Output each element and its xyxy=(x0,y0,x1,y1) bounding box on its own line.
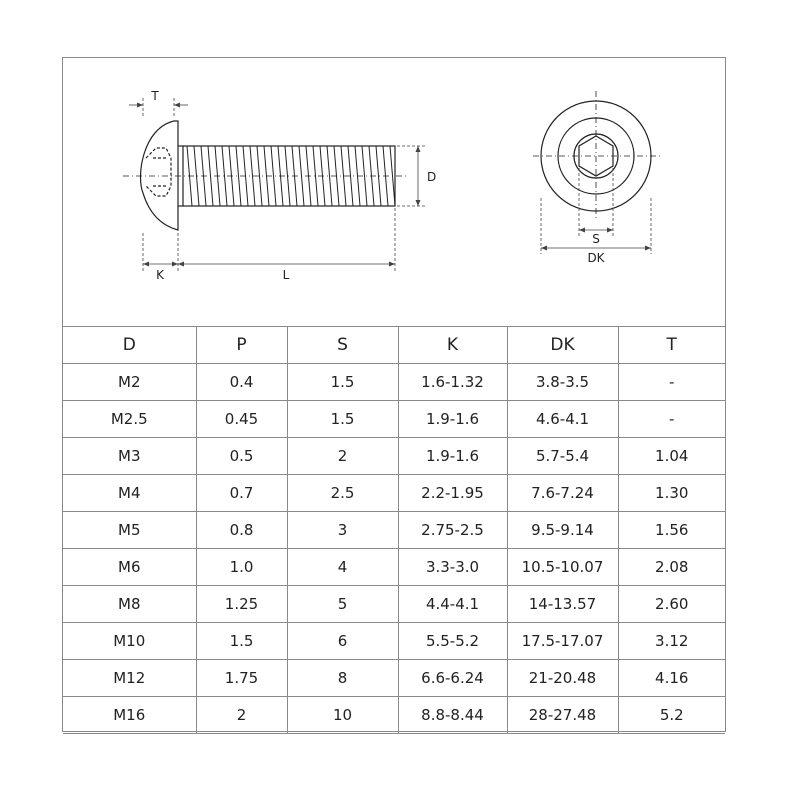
table-cell: 2.60 xyxy=(618,586,725,623)
table-header-row xyxy=(63,327,725,364)
table-cell: 1.30 xyxy=(618,475,725,512)
header-d: D xyxy=(63,327,196,364)
table-cell: M12 xyxy=(63,660,196,697)
table-row xyxy=(63,475,725,512)
header-t: T xyxy=(618,327,725,364)
table-row xyxy=(63,438,725,475)
table-cell: 0.5 xyxy=(196,438,287,475)
header-k: K xyxy=(398,327,507,364)
table-body xyxy=(63,364,725,734)
header-p: P xyxy=(196,327,287,364)
dimension-table xyxy=(63,326,725,734)
top-view xyxy=(533,91,663,221)
table-cell: 2.5 xyxy=(287,475,398,512)
table-cell: 8.8-8.44 xyxy=(398,697,507,734)
dim-label-s: S xyxy=(592,232,600,246)
spec-frame xyxy=(62,57,726,732)
table-cell: 0.45 xyxy=(196,401,287,438)
table-cell: 5.5-5.2 xyxy=(398,623,507,660)
table-row xyxy=(63,697,725,734)
table-cell: 10.5-10.07 xyxy=(507,549,618,586)
thread-line xyxy=(313,146,318,206)
thread-line xyxy=(222,146,227,206)
header-dk: DK xyxy=(507,327,618,364)
table-cell: 1.5 xyxy=(196,623,287,660)
dim-label-dk: DK xyxy=(587,251,605,265)
table-cell: 4 xyxy=(287,549,398,586)
table-cell: 4.6-4.1 xyxy=(507,401,618,438)
table-cell: 1.5 xyxy=(287,364,398,401)
table-cell: 5.7-5.4 xyxy=(507,438,618,475)
table-cell: 6.6-6.24 xyxy=(398,660,507,697)
table-cell: 2.2-1.95 xyxy=(398,475,507,512)
table-cell: 1.5 xyxy=(287,401,398,438)
technical-drawing xyxy=(63,58,725,326)
table-cell: 21-20.48 xyxy=(507,660,618,697)
thread-line xyxy=(285,146,290,206)
table-cell: 4.16 xyxy=(618,660,725,697)
table-cell: 1.6-1.32 xyxy=(398,364,507,401)
table-cell: 7.6-7.24 xyxy=(507,475,618,512)
table-cell: 1.56 xyxy=(618,512,725,549)
table-cell: 1.04 xyxy=(618,438,725,475)
table-cell: 8 xyxy=(287,660,398,697)
table-cell: 3.8-3.5 xyxy=(507,364,618,401)
table-cell: 1.9-1.6 xyxy=(398,401,507,438)
screw-drawing-svg xyxy=(63,58,725,326)
table-cell: - xyxy=(618,364,725,401)
table-cell: M4 xyxy=(63,475,196,512)
dim-label-t: T xyxy=(151,89,159,103)
table-cell: 28-27.48 xyxy=(507,697,618,734)
table-cell: 3.3-3.0 xyxy=(398,549,507,586)
table-cell: M8 xyxy=(63,586,196,623)
table-cell: 0.7 xyxy=(196,475,287,512)
thread-line xyxy=(194,146,199,206)
table-cell: M10 xyxy=(63,623,196,660)
table-cell: M2.5 xyxy=(63,401,196,438)
table-cell: M5 xyxy=(63,512,196,549)
table-row xyxy=(63,623,725,660)
table-cell: 17.5-17.07 xyxy=(507,623,618,660)
table-row xyxy=(63,401,725,438)
table-cell: 1.75 xyxy=(196,660,287,697)
table-cell: 0.8 xyxy=(196,512,287,549)
side-dimensions xyxy=(129,98,425,273)
table-cell: 3 xyxy=(287,512,398,549)
table-row xyxy=(63,660,725,697)
table-cell: 14-13.57 xyxy=(507,586,618,623)
table-cell: 4.4-4.1 xyxy=(398,586,507,623)
table-cell: M3 xyxy=(63,438,196,475)
table-row xyxy=(63,549,725,586)
table-cell: M2 xyxy=(63,364,196,401)
table-cell: M16 xyxy=(63,697,196,734)
table-cell: 10 xyxy=(287,697,398,734)
table-cell: 9.5-9.14 xyxy=(507,512,618,549)
header-s: S xyxy=(287,327,398,364)
table-row xyxy=(63,512,725,549)
table-cell: 1.25 xyxy=(196,586,287,623)
table-cell: 2 xyxy=(287,438,398,475)
table-cell: 1.0 xyxy=(196,549,287,586)
table-cell: 1.9-1.6 xyxy=(398,438,507,475)
table-cell: M6 xyxy=(63,549,196,586)
table-row xyxy=(63,364,725,401)
table-cell: 6 xyxy=(287,623,398,660)
table-cell: 0.4 xyxy=(196,364,287,401)
table-cell: 2 xyxy=(196,697,287,734)
table-cell: 5 xyxy=(287,586,398,623)
table-cell: 5.2 xyxy=(618,697,725,734)
table-cell: 2.08 xyxy=(618,549,725,586)
table-cell: - xyxy=(618,401,725,438)
button-head xyxy=(141,121,178,230)
socket-hidden-lines xyxy=(146,148,171,196)
dim-label-l: L xyxy=(282,268,290,282)
table-cell: 2.75-2.5 xyxy=(398,512,507,549)
side-view xyxy=(123,121,408,230)
table-cell: 3.12 xyxy=(618,623,725,660)
table-row xyxy=(63,586,725,623)
thread-line xyxy=(376,146,381,206)
dim-label-k: K xyxy=(156,268,164,282)
dim-label-d: D xyxy=(427,170,437,184)
